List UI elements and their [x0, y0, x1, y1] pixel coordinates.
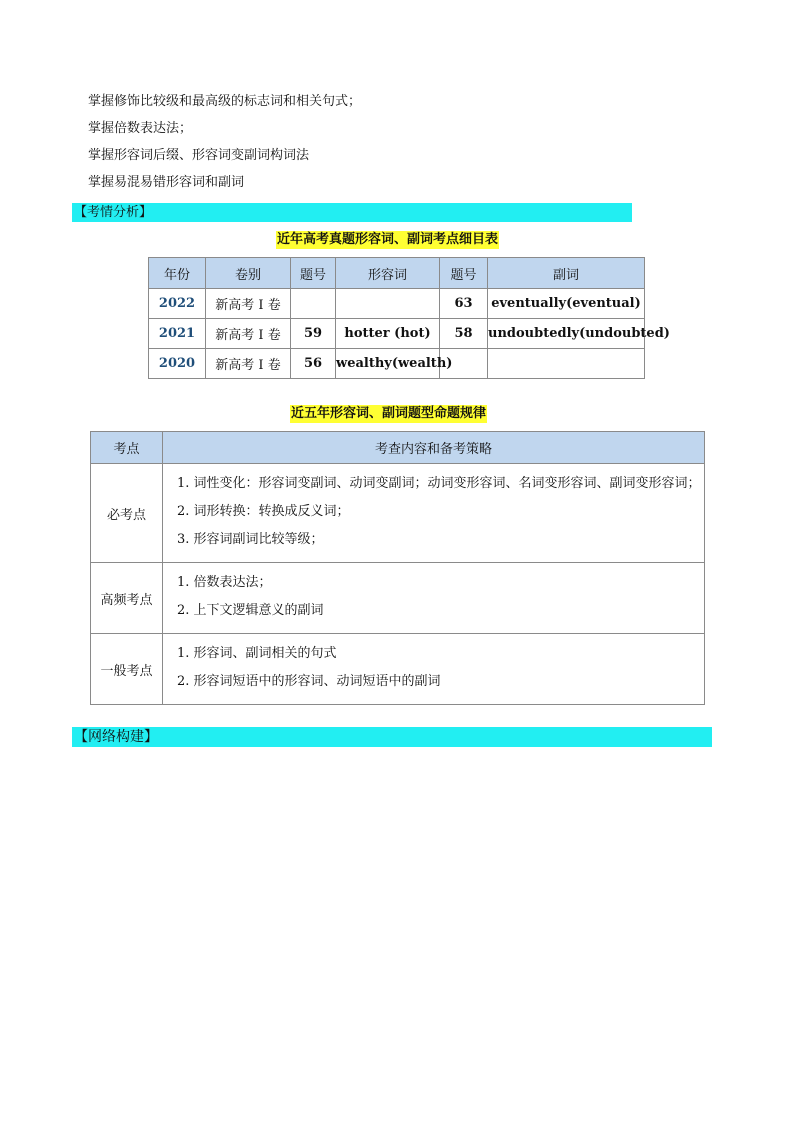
- content-line: 1. 词性变化：形容词变副词、动词变副词；动词变形容词、名词变形容词、副词变形容词；: [177, 476, 701, 491]
- header-cell: 副词: [488, 258, 645, 289]
- year-cell: 2020: [149, 349, 206, 379]
- question-number-cell: 56: [291, 349, 336, 379]
- table-row: [149, 319, 645, 349]
- table-row: [149, 289, 645, 319]
- table-header-row: [149, 258, 645, 289]
- question-number-cell: 59: [291, 319, 336, 349]
- exam-point-label: 必考点: [91, 464, 163, 563]
- objectives-list: [88, 92, 361, 200]
- content-line: 2. 形容词短语中的形容词、动词短语中的副词: [177, 674, 441, 689]
- table-header-row: [91, 432, 705, 464]
- adverb-cell: undoubtedly(undoubted): [488, 319, 645, 349]
- table-row: [91, 464, 705, 563]
- exam-points-table: [148, 257, 670, 379]
- header-cell: 题号: [440, 258, 488, 289]
- section-header-network: 【网络构建】: [72, 727, 712, 747]
- adverb-cell: eventually(eventual): [488, 289, 645, 319]
- table-row: [91, 563, 705, 634]
- objective-item: 掌握修饰比较级和最高级的标志词和相关句式；: [88, 94, 362, 109]
- year-cell: 2021: [149, 319, 206, 349]
- question-number-cell: 58: [440, 319, 488, 349]
- paper-cell: 新高考 I 卷: [206, 289, 291, 319]
- question-pattern-table: [90, 431, 705, 705]
- content-line: 1. 倍数表达法；: [177, 575, 272, 590]
- exam-point-content: [163, 464, 705, 563]
- objective-item: 掌握倍数表达法；: [88, 121, 193, 136]
- table2-caption: 近五年形容词、副词题型命题规律: [291, 406, 487, 421]
- content-line: 2. 词形转换：转换成反义词；: [177, 504, 350, 519]
- table-row: [91, 634, 705, 705]
- header-cell: 卷别: [206, 258, 291, 289]
- exam-point-content: [163, 563, 705, 634]
- question-number-cell: 63: [440, 289, 488, 319]
- header-cell: 考查内容和备考策略: [163, 432, 705, 464]
- header-cell: 考点: [91, 432, 163, 464]
- year-cell: 2022: [149, 289, 206, 319]
- adverb-cell: [488, 349, 645, 379]
- table1-caption: 近年高考真题形容词、副词考点细目表: [277, 232, 499, 247]
- exam-point-content: [163, 634, 705, 705]
- section-header-analysis: 【考情分析】: [72, 203, 632, 222]
- adjective-cell: wealthy(wealth): [336, 349, 440, 379]
- paper-cell: 新高考 I 卷: [206, 349, 291, 379]
- exam-point-label: 一般考点: [91, 634, 163, 705]
- header-cell: 形容词: [336, 258, 440, 289]
- adjective-cell: hotter (hot): [336, 319, 440, 349]
- exam-point-label: 高频考点: [91, 563, 163, 634]
- question-number-cell: [291, 289, 336, 319]
- header-cell: 题号: [291, 258, 336, 289]
- content-line: 1. 形容词、副词相关的句式: [177, 646, 337, 661]
- objective-item: 掌握形容词后缀、形容词变副词构词法: [88, 148, 310, 163]
- content-line: 3. 形容词副词比较等级；: [177, 532, 324, 547]
- header-cell: 年份: [149, 258, 206, 289]
- adjective-cell: [336, 289, 440, 319]
- paper-cell: 新高考 I 卷: [206, 319, 291, 349]
- objective-item: 掌握易混易错形容词和副词: [88, 175, 245, 190]
- table-row: [149, 349, 645, 379]
- content-line: 2. 上下文逻辑意义的副词: [177, 603, 324, 618]
